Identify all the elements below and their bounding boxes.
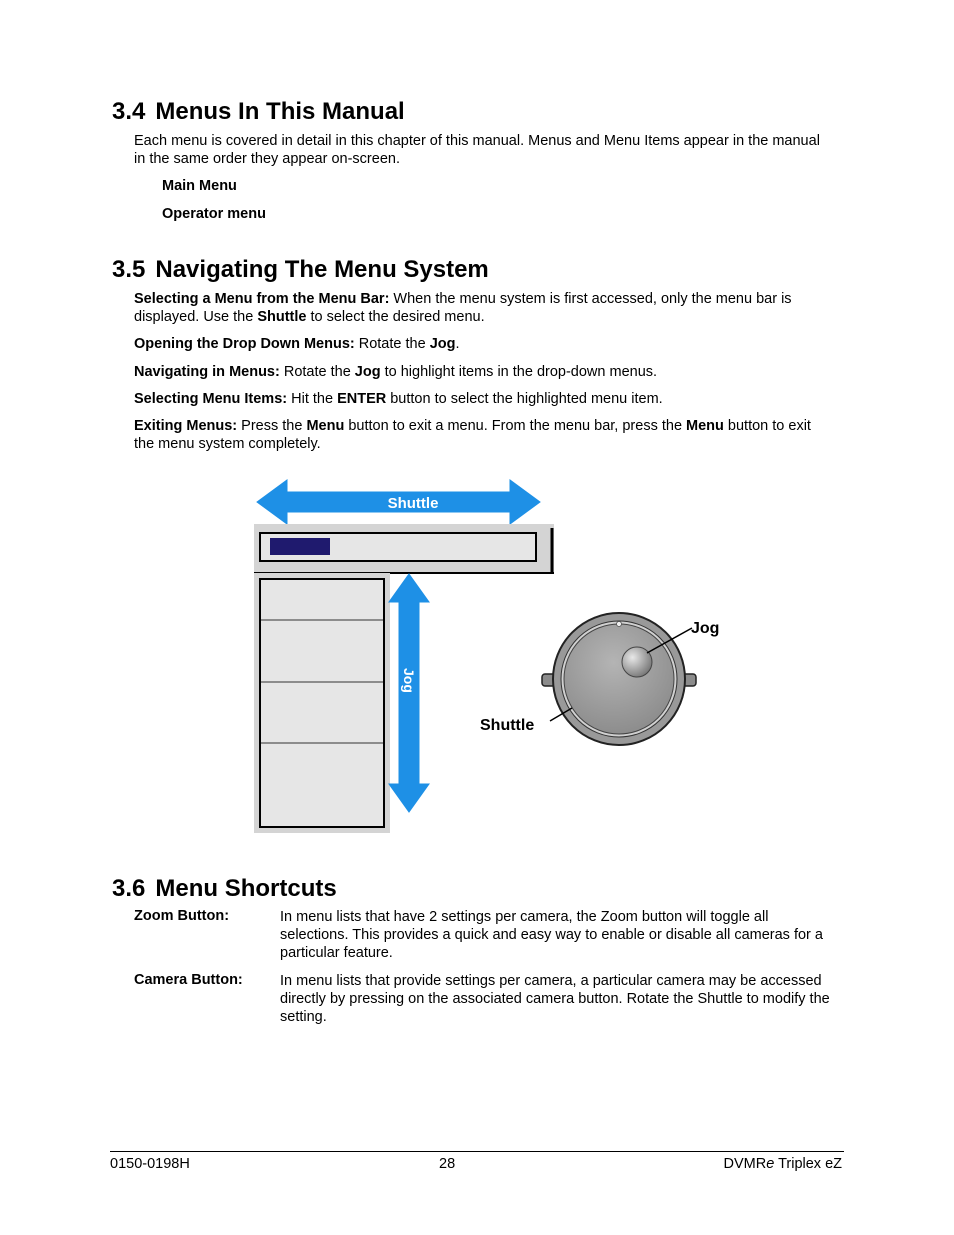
footer-doc-number: 0150-0198H bbox=[110, 1156, 190, 1172]
shuttle-arrow-label: Shuttle bbox=[387, 495, 439, 512]
para-opening-dropdown bbox=[134, 335, 834, 353]
para-text: button to exit a menu. From the menu bar, press the bbox=[344, 418, 687, 434]
para-label: Selecting Menu Items: bbox=[134, 391, 288, 407]
shortcut-term-zoom: Zoom Button: bbox=[134, 908, 230, 924]
section-title: Menus In This Manual bbox=[155, 98, 405, 125]
para-bold: ENTER bbox=[337, 391, 387, 407]
para-text: button to exit the menu system completely. bbox=[134, 418, 811, 452]
menu-navigation-diagram bbox=[240, 470, 730, 840]
para-text: to select the desired menu. bbox=[306, 309, 485, 325]
menu-item-main: Main Menu bbox=[162, 178, 237, 194]
para-text: Rotate the bbox=[354, 336, 430, 352]
jog-arrow-label: Jog bbox=[401, 668, 417, 693]
jog-shuttle-knob bbox=[542, 613, 696, 745]
product-name-main: DVMR bbox=[723, 1156, 767, 1172]
jog-dimple bbox=[622, 647, 652, 677]
menu-bar bbox=[254, 524, 554, 574]
para-bold: Jog bbox=[429, 336, 456, 352]
footer-page-number: 28 bbox=[439, 1156, 456, 1172]
footer-product-name bbox=[724, 1156, 842, 1172]
section-title: Navigating The Menu System bbox=[155, 256, 489, 283]
knob-shuttle-label: Shuttle bbox=[480, 717, 535, 734]
product-name-tail: Triplex eZ bbox=[774, 1156, 842, 1172]
para-text: to highlight items in the drop-down menus. bbox=[380, 364, 658, 380]
para-label: Exiting Menus: bbox=[134, 418, 238, 434]
section-3-4-heading bbox=[112, 98, 405, 126]
section-3-4-body: Each menu is covered in detail in this chapter of this manual. Menus and Menu Items appear in the manual in the same order they appear on-screen. bbox=[134, 133, 820, 167]
menu-item-operator: Operator menu bbox=[162, 206, 266, 222]
section-number: 3.6 bbox=[112, 875, 146, 902]
product-name-italic: e bbox=[766, 1156, 775, 1172]
para-bold: Menu bbox=[686, 418, 724, 434]
shortcut-desc-camera: In menu lists that provide settings per camera, a particular camera may be accessed directly by pressing on the associated camera button. Rotate the Shuttle to modify the setting. bbox=[280, 973, 830, 1025]
section-number: 3.4 bbox=[112, 98, 146, 125]
para-label: Navigating in Menus: bbox=[134, 364, 280, 380]
para-text: When the menu system is first accessed, only the menu bar is displayed. Use the bbox=[134, 291, 792, 325]
para-label: Opening the Drop Down Menus: bbox=[134, 336, 355, 352]
para-text: Hit the bbox=[287, 391, 338, 407]
para-exiting bbox=[134, 417, 834, 453]
knob-jog-label: Jog bbox=[691, 620, 720, 637]
section-3-5-heading bbox=[112, 256, 489, 284]
para-label: Selecting a Menu from the Menu Bar: bbox=[134, 291, 390, 307]
dropdown-menu bbox=[254, 573, 390, 833]
shortcut-desc-zoom: In menu lists that have 2 settings per camera, the Zoom button will toggle all selections. This provides a quick and easy way to enable or disable all cameras for a particular feature. bbox=[280, 909, 823, 961]
para-selecting-items bbox=[134, 390, 834, 408]
section-number: 3.5 bbox=[112, 256, 146, 283]
para-text: . bbox=[455, 336, 460, 352]
section-3-6-heading bbox=[112, 875, 337, 903]
para-navigating bbox=[134, 363, 834, 381]
jog-arrow bbox=[389, 574, 429, 812]
footer-rule bbox=[110, 1151, 844, 1152]
shortcut-term-camera: Camera Button: bbox=[134, 972, 243, 988]
para-bold: Shuttle bbox=[257, 309, 307, 325]
para-bold: Menu bbox=[306, 418, 345, 434]
menu-bar-highlight bbox=[270, 538, 330, 555]
para-text: Press the bbox=[237, 418, 307, 434]
para-text: button to select the highlighted menu item. bbox=[386, 391, 663, 407]
para-selecting-menu bbox=[134, 290, 834, 326]
para-text: Rotate the bbox=[279, 364, 355, 380]
section-title: Menu Shortcuts bbox=[155, 875, 337, 902]
para-bold: Jog bbox=[354, 364, 381, 380]
